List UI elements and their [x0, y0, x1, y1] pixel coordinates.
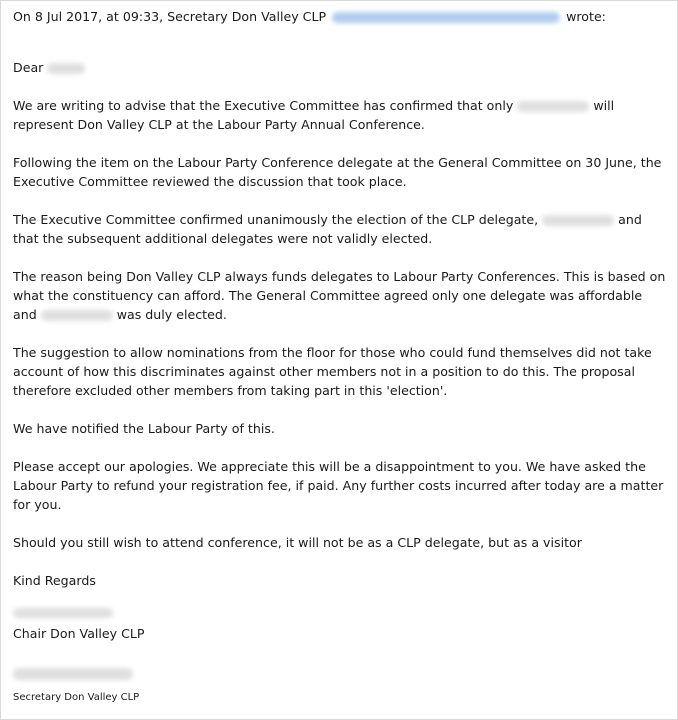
chair-title: Chair Don Valley CLP — [13, 626, 145, 641]
paragraph-4-start: The reason being Don Valley CLP always funds delegates to Labour Party Conferences. This is based on what the constituency can afford. The General Committee agreed only one delegate was affordable and — [13, 269, 666, 322]
paragraph-4-end: was duly elected. — [116, 307, 227, 322]
closing: Kind Regards — [13, 573, 96, 588]
paragraph-4 — [13, 267, 668, 324]
redacted-secretary-name — [13, 668, 133, 680]
paragraph-8: Should you still wish to attend conference, it will not be as a CLP delegate, but as a visitor — [13, 535, 582, 550]
salutation-text: Dear — [13, 60, 44, 75]
email-body — [13, 7, 668, 704]
paragraph-1-end: will represent Don Valley CLP at the Labour Party Annual Conference. — [13, 98, 615, 132]
redacted-email-address — [332, 12, 560, 23]
redacted-delegate-name — [542, 215, 614, 226]
redacted-recipient-name — [47, 63, 85, 74]
secretary-title: Secretary Don Valley CLP — [13, 692, 140, 703]
paragraph-1 — [13, 96, 668, 134]
signature-name-row — [13, 663, 668, 683]
paragraph-3-start: The Executive Committee confirmed unanimously the election of the CLP delegate, — [13, 212, 539, 227]
paragraph-3 — [13, 210, 668, 248]
redacted-delegate-name — [41, 310, 113, 321]
redacted-chair-name — [13, 608, 113, 618]
paragraph-6: We have notified the Labour Party of this. — [13, 421, 275, 436]
redacted-delegate-name — [517, 101, 589, 112]
quoted-header — [13, 7, 668, 26]
header-prefix: On 8 Jul 2017, at 09:33, Secretary Don Valley CLP — [13, 9, 327, 24]
paragraph-2: Following the item on the Labour Party Conference delegate at the General Committee on 30 June, the Executive Committee reviewed the discussion that took place. — [13, 155, 662, 189]
paragraph-5: The suggestion to allow nominations from the floor for those who could fund themselves did not take account of how this discriminates against other members not in a position to do this. The proposal therefore excluded other members from taking part in this 'election'. — [13, 345, 652, 398]
header-suffix: wrote: — [566, 9, 606, 24]
signature-block — [13, 602, 668, 704]
signature-name-row — [13, 602, 668, 622]
salutation — [13, 58, 668, 77]
paragraph-7: Please accept our apologies. We appreciate this will be a disappointment to you. We have asked the Labour Party to refund your registration fee, if paid. Any further costs incurred after today are a matter for you. — [13, 459, 664, 512]
paragraph-3-end: and that the subsequent additional delegates were not validly elected. — [13, 212, 642, 246]
paragraph-1-start: We are writing to advise that the Executive Committee has confirmed that only — [13, 98, 514, 113]
